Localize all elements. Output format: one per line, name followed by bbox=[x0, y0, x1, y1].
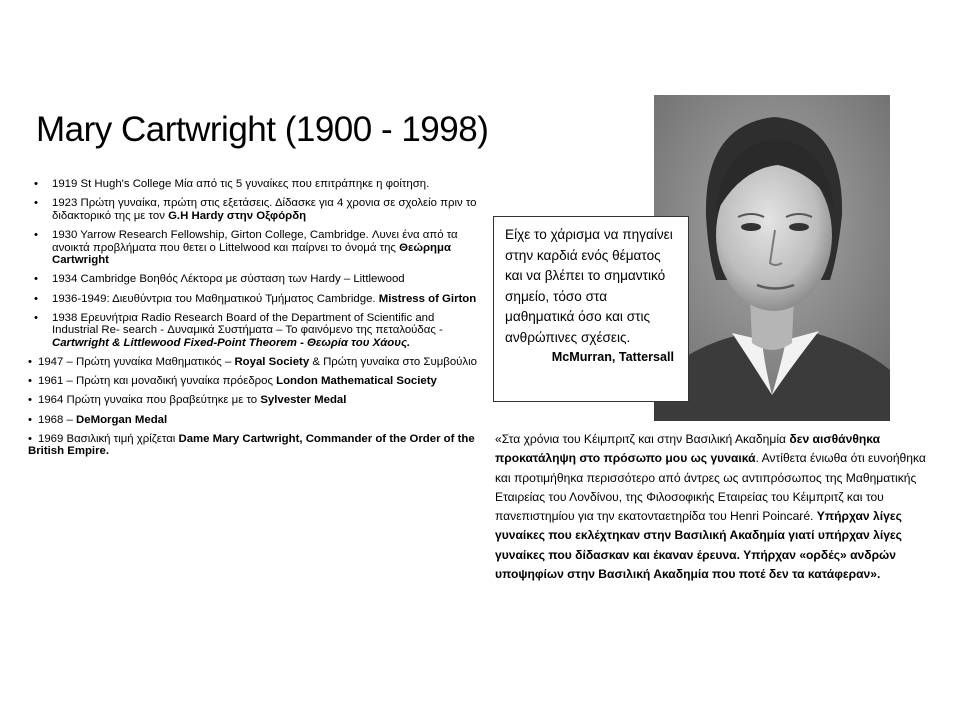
timeline-item bbox=[28, 394, 483, 407]
timeline-item-text bbox=[28, 394, 483, 407]
timeline-item-text bbox=[28, 229, 483, 267]
bullet-icon: • bbox=[28, 356, 32, 369]
timeline-item-text bbox=[28, 178, 483, 191]
body-text: 1947 – Πρώτη γυναίκα Μαθηματικός – bbox=[38, 356, 235, 369]
timeline-item bbox=[28, 293, 483, 306]
timeline-item-text bbox=[28, 414, 483, 427]
timeline-item bbox=[28, 229, 483, 267]
timeline-item bbox=[28, 178, 483, 191]
body-text: 1969 Βασιλική τιμή χρίζεται bbox=[38, 432, 179, 445]
timeline-item bbox=[28, 433, 483, 458]
timeline-item bbox=[28, 375, 483, 388]
bullet-icon: • bbox=[34, 273, 38, 286]
timeline-item-text bbox=[28, 356, 483, 369]
timeline-item bbox=[28, 356, 483, 369]
emphasized-text: Υπήρχαν λίγες γυναίκες που εκλέχτηκαν στην Βασιλική Ακαδημία γιατί υπήρχαν λίγες γυναίκες που δίδασκαν και έκαναν έρευνα. Υπήρχαν «ορδές» ανδρών υποψηφίων στην Βασιλική Ακαδημία που ποτέ δεν τα κατάφεραν». bbox=[495, 509, 902, 582]
timeline-item-text bbox=[28, 375, 483, 388]
bullet-icon: • bbox=[28, 432, 32, 445]
body-text: 1923 Πρώτη γυναίκα, πρώτη στις εξετάσεις. Δίδασκε για 4 χρονια σε σχολείο πριν το διδακτορικό της με τον bbox=[52, 197, 477, 222]
timeline-item-text bbox=[28, 197, 483, 222]
emphasized-text: Mistress of Girton bbox=[378, 292, 477, 305]
bullet-icon: • bbox=[28, 413, 32, 426]
emphasized-text: δεν αισθάνθηκα προκατάληψη στο πρόσωπο μου ως γυναικά bbox=[495, 432, 881, 466]
timeline-item bbox=[28, 273, 483, 286]
quote-author: McMurran, Tattersall bbox=[551, 349, 674, 364]
emphasized-text: Royal Society bbox=[234, 356, 310, 369]
body-text: 1930 Yarrow Research Fellowship, Girton College, Cambridge. Λυνει ένα από τα ανοικτά προβλήματα που θετει ο Littelwood και παίρνει το όνομά της bbox=[52, 228, 458, 254]
emphasized-text: DeMorgan Medal bbox=[76, 413, 168, 426]
timeline-item-text bbox=[28, 293, 483, 306]
body-text: . Αντίθετα ένιωθα ότι ευνοήθηκα και προτιμήθηκα περισσότερο από άντρες ως αντιπρόσωπος της Μαθηματικής Εταιρείας του Λονδίνου, της Φιλοσοφικής Εταιρείας του Κέιμπριτζ και του πανεπιστημίου για την εκατονταετηρίδα του Henri Poincaré. bbox=[495, 451, 926, 524]
timeline-item-text bbox=[28, 312, 483, 350]
quote-text: Είχε το χάρισμα να πηγαίνει στην καρδιά ενός θέματος και να βλέπει το σημαντικό σημείο, τόσο στα μαθηματικά όσο και στις ανθρώπινες σχέσεις. bbox=[505, 227, 673, 345]
body-text: 1968 – bbox=[38, 413, 77, 426]
body-text: «Στα χρόνια του Κέιμπριτζ και στην Βασιλική Ακαδημία bbox=[495, 432, 790, 446]
bullet-icon: • bbox=[34, 228, 38, 241]
bullet-icon: • bbox=[34, 311, 38, 324]
timeline-item bbox=[28, 197, 483, 222]
bullet-icon: • bbox=[34, 197, 38, 210]
timeline-item bbox=[28, 414, 483, 427]
emphasized-text: G.H Hardy στην Οξφόρδη bbox=[168, 209, 307, 222]
body-text: 1919 St Hugh's College bbox=[52, 178, 175, 190]
body-text: 1964 Πρώτη γυναίκα που βραβεύτηκε με το bbox=[38, 394, 261, 407]
emphasized-text: Sylvester Medal bbox=[260, 394, 347, 407]
bullet-icon: • bbox=[28, 375, 32, 388]
bullet-icon: • bbox=[28, 394, 32, 407]
portrait-illustration bbox=[654, 95, 890, 421]
timeline-item-text bbox=[28, 273, 483, 286]
body-text: & Πρώτη γυναίκα στο Συμβούλιο bbox=[309, 356, 477, 369]
emphasized-text: Cartwright & Littlewood Fixed-Point Theorem - Θεωρία του Χάους. bbox=[52, 336, 411, 349]
body-text: 1934 Cambridge Βοηθός Λέκτορα με σύσταση των Hardy – Littlewood bbox=[52, 273, 405, 286]
timeline-bullet-list bbox=[28, 178, 483, 465]
emphasized-text: Dame Mary Cartwright, Commander of the Order of the British Empire. bbox=[28, 432, 475, 458]
emphasized-text: Θεώρημα Cartwright bbox=[52, 241, 451, 267]
bullet-icon: • bbox=[34, 292, 38, 305]
memoir-quote-paragraph bbox=[495, 430, 937, 584]
timeline-item bbox=[28, 312, 483, 350]
timeline-item-text bbox=[28, 433, 483, 458]
emphasized-text: London Mathematical Society bbox=[276, 375, 437, 388]
body-text: 1936-1949: Διευθύντρια του Μαθηματικού Τμήματος Cambridge. bbox=[52, 292, 379, 305]
body-text: 1938 Ερευνήτρια Radio Research Board of the Department of Scientific and Industrial Re- search - Δυναμικά Συστήματα – Το φαινόμενο της πεταλούδας - bbox=[52, 311, 443, 337]
bullet-icon: • bbox=[34, 178, 38, 190]
slide-title: Mary Cartwright (1900 - 1998) bbox=[36, 110, 489, 149]
portrait-photo bbox=[654, 95, 890, 421]
quote-box bbox=[493, 216, 689, 402]
body-text: Μία από τις 5 γυναίκες που επιτράπηκε η φοίτηση. bbox=[174, 178, 430, 190]
body-text: 1961 – Πρώτη και μοναδική γυναίκα πρόεδρος bbox=[38, 375, 277, 388]
